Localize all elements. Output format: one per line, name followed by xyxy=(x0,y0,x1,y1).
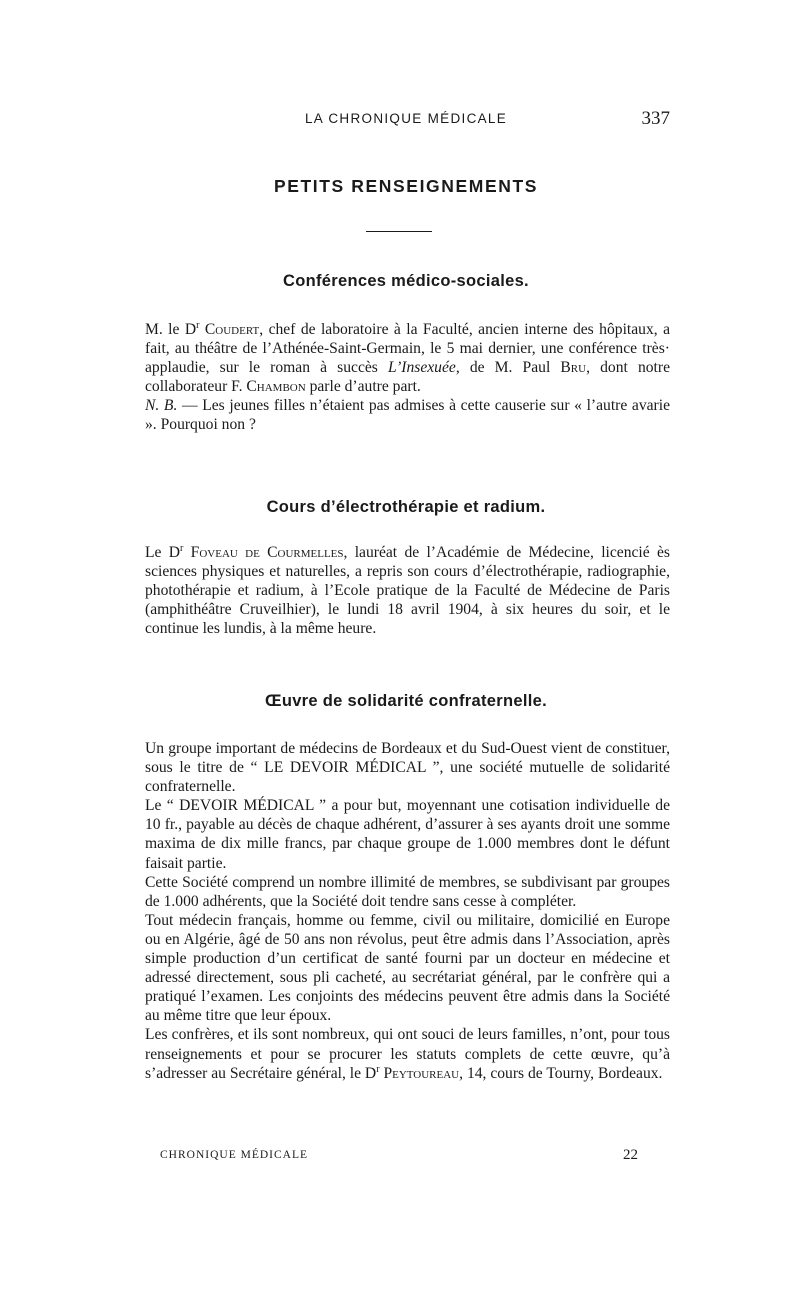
text-run: — Les jeunes filles n’étaient pas admises à cette causerie sur « l’autre avarie ». Pourquoi non ? xyxy=(145,397,670,434)
section-body-conferences xyxy=(145,320,670,435)
paragraph: Le “ DEVOIR MÉDICAL ” a pour but, moyennant une cotisation individuelle de 10 fr., payable au décès de chaque adhérent, d’assurer à ses ayants droit une somme maxima de dix mille francs, par chaque groupe de 1.000 membres dont le défunt faisait partie. xyxy=(145,797,670,872)
section-heading-electrotherapie: Cours d’électrothérapie et radium. xyxy=(266,498,546,516)
paragraph xyxy=(145,396,670,434)
title-divider xyxy=(366,231,432,232)
text-run: parle d’autre part. xyxy=(305,378,421,396)
paragraph: Un groupe important de médecins de Bordeaux et du Sud-Ouest vient de constituer, sous le titre de “ LE DEVOIR MÉDICAL ”, une société mutuelle de solidarité confraternelle. xyxy=(145,740,670,796)
text-run: , 14, cours de Tourny, Bordeaux. xyxy=(459,1064,663,1082)
superscript: r xyxy=(180,542,184,554)
text-run: Le D xyxy=(145,544,181,561)
page-title: PETITS RENSEIGNEMENTS xyxy=(273,176,539,196)
paragraph xyxy=(145,1025,670,1082)
running-head xyxy=(142,108,670,132)
section-body-solidarite xyxy=(145,739,670,1083)
person-name: Foveau de Courmelles xyxy=(190,544,344,561)
text-run: M. le D xyxy=(145,321,197,338)
person-name: Bru xyxy=(560,359,587,377)
nota-bene: N. B. xyxy=(145,397,178,415)
text-run: , de M. Paul xyxy=(455,359,561,377)
footer-signature: CHRONIQUE MÉDICALE xyxy=(160,1149,309,1161)
superscript: r xyxy=(376,1063,380,1075)
page-footer xyxy=(160,1147,640,1165)
running-title: LA CHRONIQUE MÉDICALE xyxy=(304,111,508,126)
paragraph xyxy=(145,320,670,396)
sheet-number: 22 xyxy=(623,1147,638,1163)
paragraph: Tout médecin français, homme ou femme, civil ou militaire, domicilié en Europe ou en Algérie, âgé de 50 ans non révolus, peut être admis dans l’Association, après simple production d’un certificat de santé fourni par un docteur en médecine et adressé directement, sous pli cacheté, au secrétariat général, par le confrère qui a pratiqué l’examen. Les conjoints des médecins peuvent être admis dans la Société au même titre que leur époux. xyxy=(145,911,670,1025)
section-heading-solidarite: Œuvre de solidarité confraternelle. xyxy=(265,692,547,710)
text-run: , lauréat de l’Académie de Médecine, licencié ès sciences physiques et naturelles, a repris son cours d’électrothérapie, radiographie, photothérapie et radium, à l’Ecole pratique de la Faculté de Médecine de Paris (amphithéâtre Cruveilhier), le lundi 18 avril 1904, à six heures du soir, et le continue les lundis, à la même heure. xyxy=(145,544,670,638)
paragraph xyxy=(145,543,670,638)
paragraph: Cette Société comprend un nombre illimité de membres, se subdivisant par groupes de 1.000 adhérents, que la Société doit tendre sans cesse à compléter. xyxy=(145,873,670,910)
text-run: , chef de laboratoire à la Faculté, ancien interne des hôpitaux, a fait, au théâtre de l’Athénée-Saint-Germain, le 5 mai dernier, une conférence très· applaudie, sur le roman à succès xyxy=(145,321,670,377)
section-heading-conferences: Conférences médico-sociales. xyxy=(283,272,529,290)
text-run: Les confrères, et ils sont nombreux, qui ont souci de leurs familles, n’ont, pour tous renseignements et pour se procurer les statuts complets de cette œuvre, qu’à s’adresser au Secrétaire général, le D xyxy=(145,1026,670,1082)
book-title: L’Insexuée xyxy=(388,359,456,377)
page-number: 337 xyxy=(641,108,670,129)
person-name: Peytoureau xyxy=(383,1064,460,1082)
person-name: Chambon xyxy=(246,378,306,396)
person-name: Coudert xyxy=(204,321,260,338)
section-body-electrotherapie xyxy=(145,543,670,638)
superscript: r xyxy=(196,319,200,331)
text-run: , dont notre collaborateur F. xyxy=(145,359,670,396)
